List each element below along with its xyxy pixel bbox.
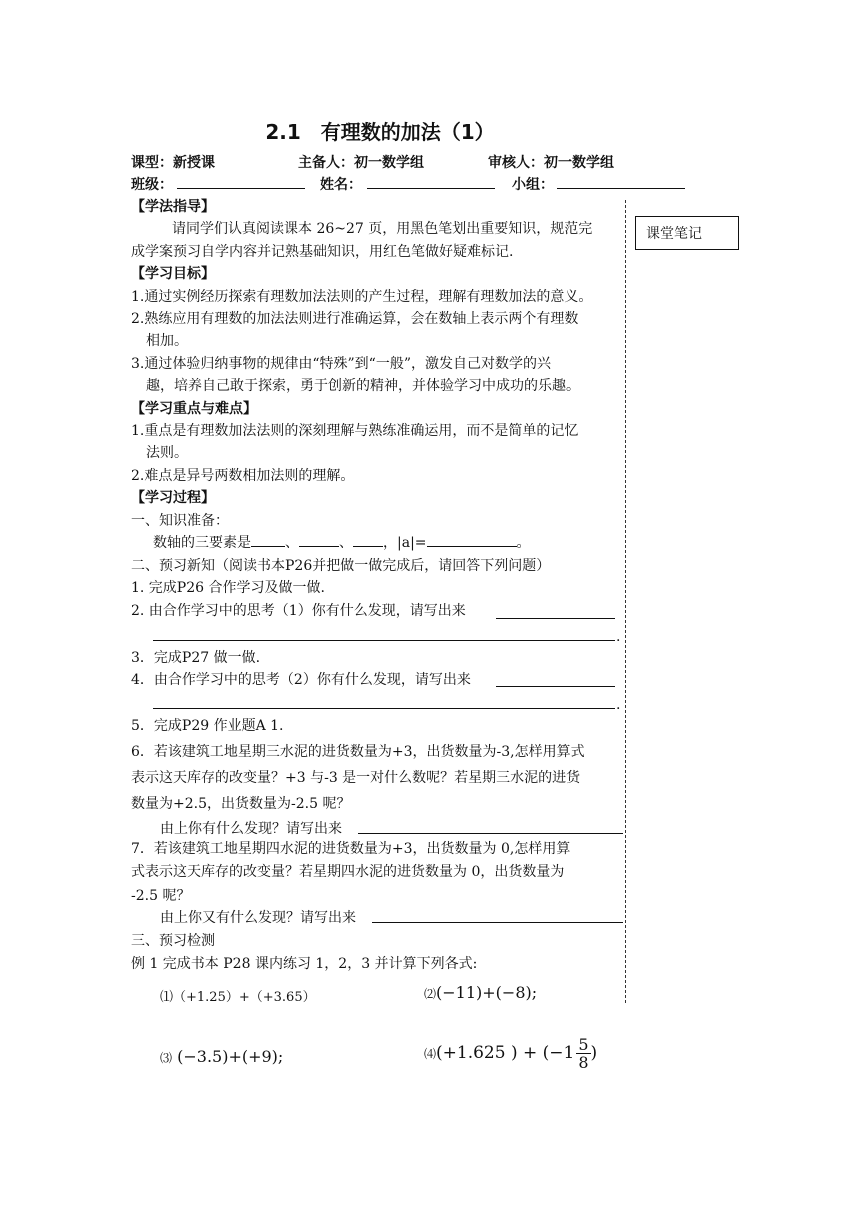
notes-divider [625,200,626,1003]
prep-heading: 一、知识准备： [131,513,229,529]
question-7: 式表示这天库存的改变量？若星期四水泥的进货数量为 0，出货数量为 [131,864,565,880]
question-4: 4．由合作学习中的思考（2）你有什么发现，请写出来 [131,672,471,688]
blank-field[interactable] [299,532,339,547]
exercise-4: ⑷(+1.625 ) + (−1 $\frac{5}{8}$ ) [424,1035,598,1072]
group-field[interactable] [557,188,685,189]
key-item: 2.难点是异号两数相加法则的理解。 [131,468,355,484]
classroom-notes-box: 课堂笔记 [635,216,739,250]
answer-line[interactable] [153,640,615,641]
question-1: 1. 完成P26 合作学习及做一做. [131,580,325,596]
example-1: 例 1 完成书本 P28 课内练习 1，2，3 并计算下列各式: [131,956,478,972]
guide-text: 成学案预习自学内容并记熟基础知识，用红色笔做好疑难标记. [131,244,514,260]
goal-item: 3.通过体验归纳事物的规律由“特殊”到“一般”，激发自己对数学的兴 [131,356,551,372]
answer-line[interactable] [372,922,623,923]
guide-heading: 【学法指导】 [131,199,215,215]
preparer: 主备人：初一数学组 [298,155,424,171]
goal-item: 趣，培养自己敢于探索，勇于创新的精神，并体验学习中成功的乐趣。 [146,378,580,394]
group-label: 小组： [512,177,554,193]
question-6: 6．若该建筑工地星期三水泥的进货数量为+3，出货数量为-3,怎样用算式 [131,744,585,760]
blank-field[interactable] [353,532,383,547]
course-type: 课型：新授课 [131,155,215,171]
goal-item: 1.通过实例经历探索有理数加法法则的产生过程，理解有理数加法的意义。 [131,289,593,305]
answer-line[interactable] [153,708,615,709]
key-item: 1.重点是有理数加法法则的深刻理解与熟练准确运用，而不是简单的记忆 [131,423,579,439]
key-item: 法则。 [146,445,188,461]
goals-heading: 【学习目标】 [131,266,215,282]
new-knowledge-heading: 二、预习新知（阅读书本P26并把做一做完成后，请回答下列问题） [131,558,551,574]
question-5: 5．完成P29 作业题A 1. [131,718,284,734]
check-heading: 三、预习检测 [131,933,215,949]
exercise-3: ⑶ (−3.5)+(+9); [160,1047,284,1066]
question-3: 3．完成P27 做一做. [131,650,261,666]
goal-item: 2.熟练应用有理数的加法法则进行准确运算，会在数轴上表示两个有理数 [131,311,579,327]
goal-item: 相加。 [146,333,188,349]
question-6: 由上你有什么发现？请写出来 [160,821,342,837]
question-7: 由上你又有什么发现？请写出来 [160,910,356,926]
prep-line: 数轴的三要素是 、 、 ，|a|= 。 [153,532,531,555]
name-label: 姓名： [320,177,362,193]
class-field[interactable] [177,188,305,189]
period: . [616,629,621,645]
fraction: $\frac{5}{8}$ [578,1035,589,1072]
blank-field[interactable] [427,532,517,547]
blank-field[interactable] [251,532,285,547]
process-heading: 【学习过程】 [131,490,215,506]
answer-line[interactable] [496,686,615,687]
guide-text: 请同学们认真阅读课本 26~27 页，用黑色笔划出重要知识，规范完 [172,221,593,237]
reviewer: 审核人：初一数学组 [488,155,614,171]
question-7: 7．若该建筑工地星期四水泥的进货数量为+3，出货数量为 0,怎样用算 [131,841,571,857]
question-2: 2. 由合作学习中的思考（1）你有什么发现，请写出来 [131,603,466,619]
exercise-2: ⑵(−11)+(−8); [424,983,538,1002]
page-title: 2.1 有理数的加法（1） [265,120,495,144]
question-6: 数量为+2.5，出货数量为-2.5 呢？ [131,796,351,812]
key-points-heading: 【学习重点与难点】 [131,401,257,417]
question-7: -2.5 呢？ [131,888,191,904]
question-6: 表示这天库存的改变量？+3 与-3 是一对什么数呢？若星期三水泥的进货 [131,770,581,786]
exercise-1: ⑴（+1.25）+（+3.65） [160,990,316,1005]
period: . [616,697,621,713]
name-field[interactable] [367,188,495,189]
answer-line[interactable] [358,833,623,834]
class-label: 班级： [131,177,173,193]
answer-line[interactable] [496,618,615,619]
